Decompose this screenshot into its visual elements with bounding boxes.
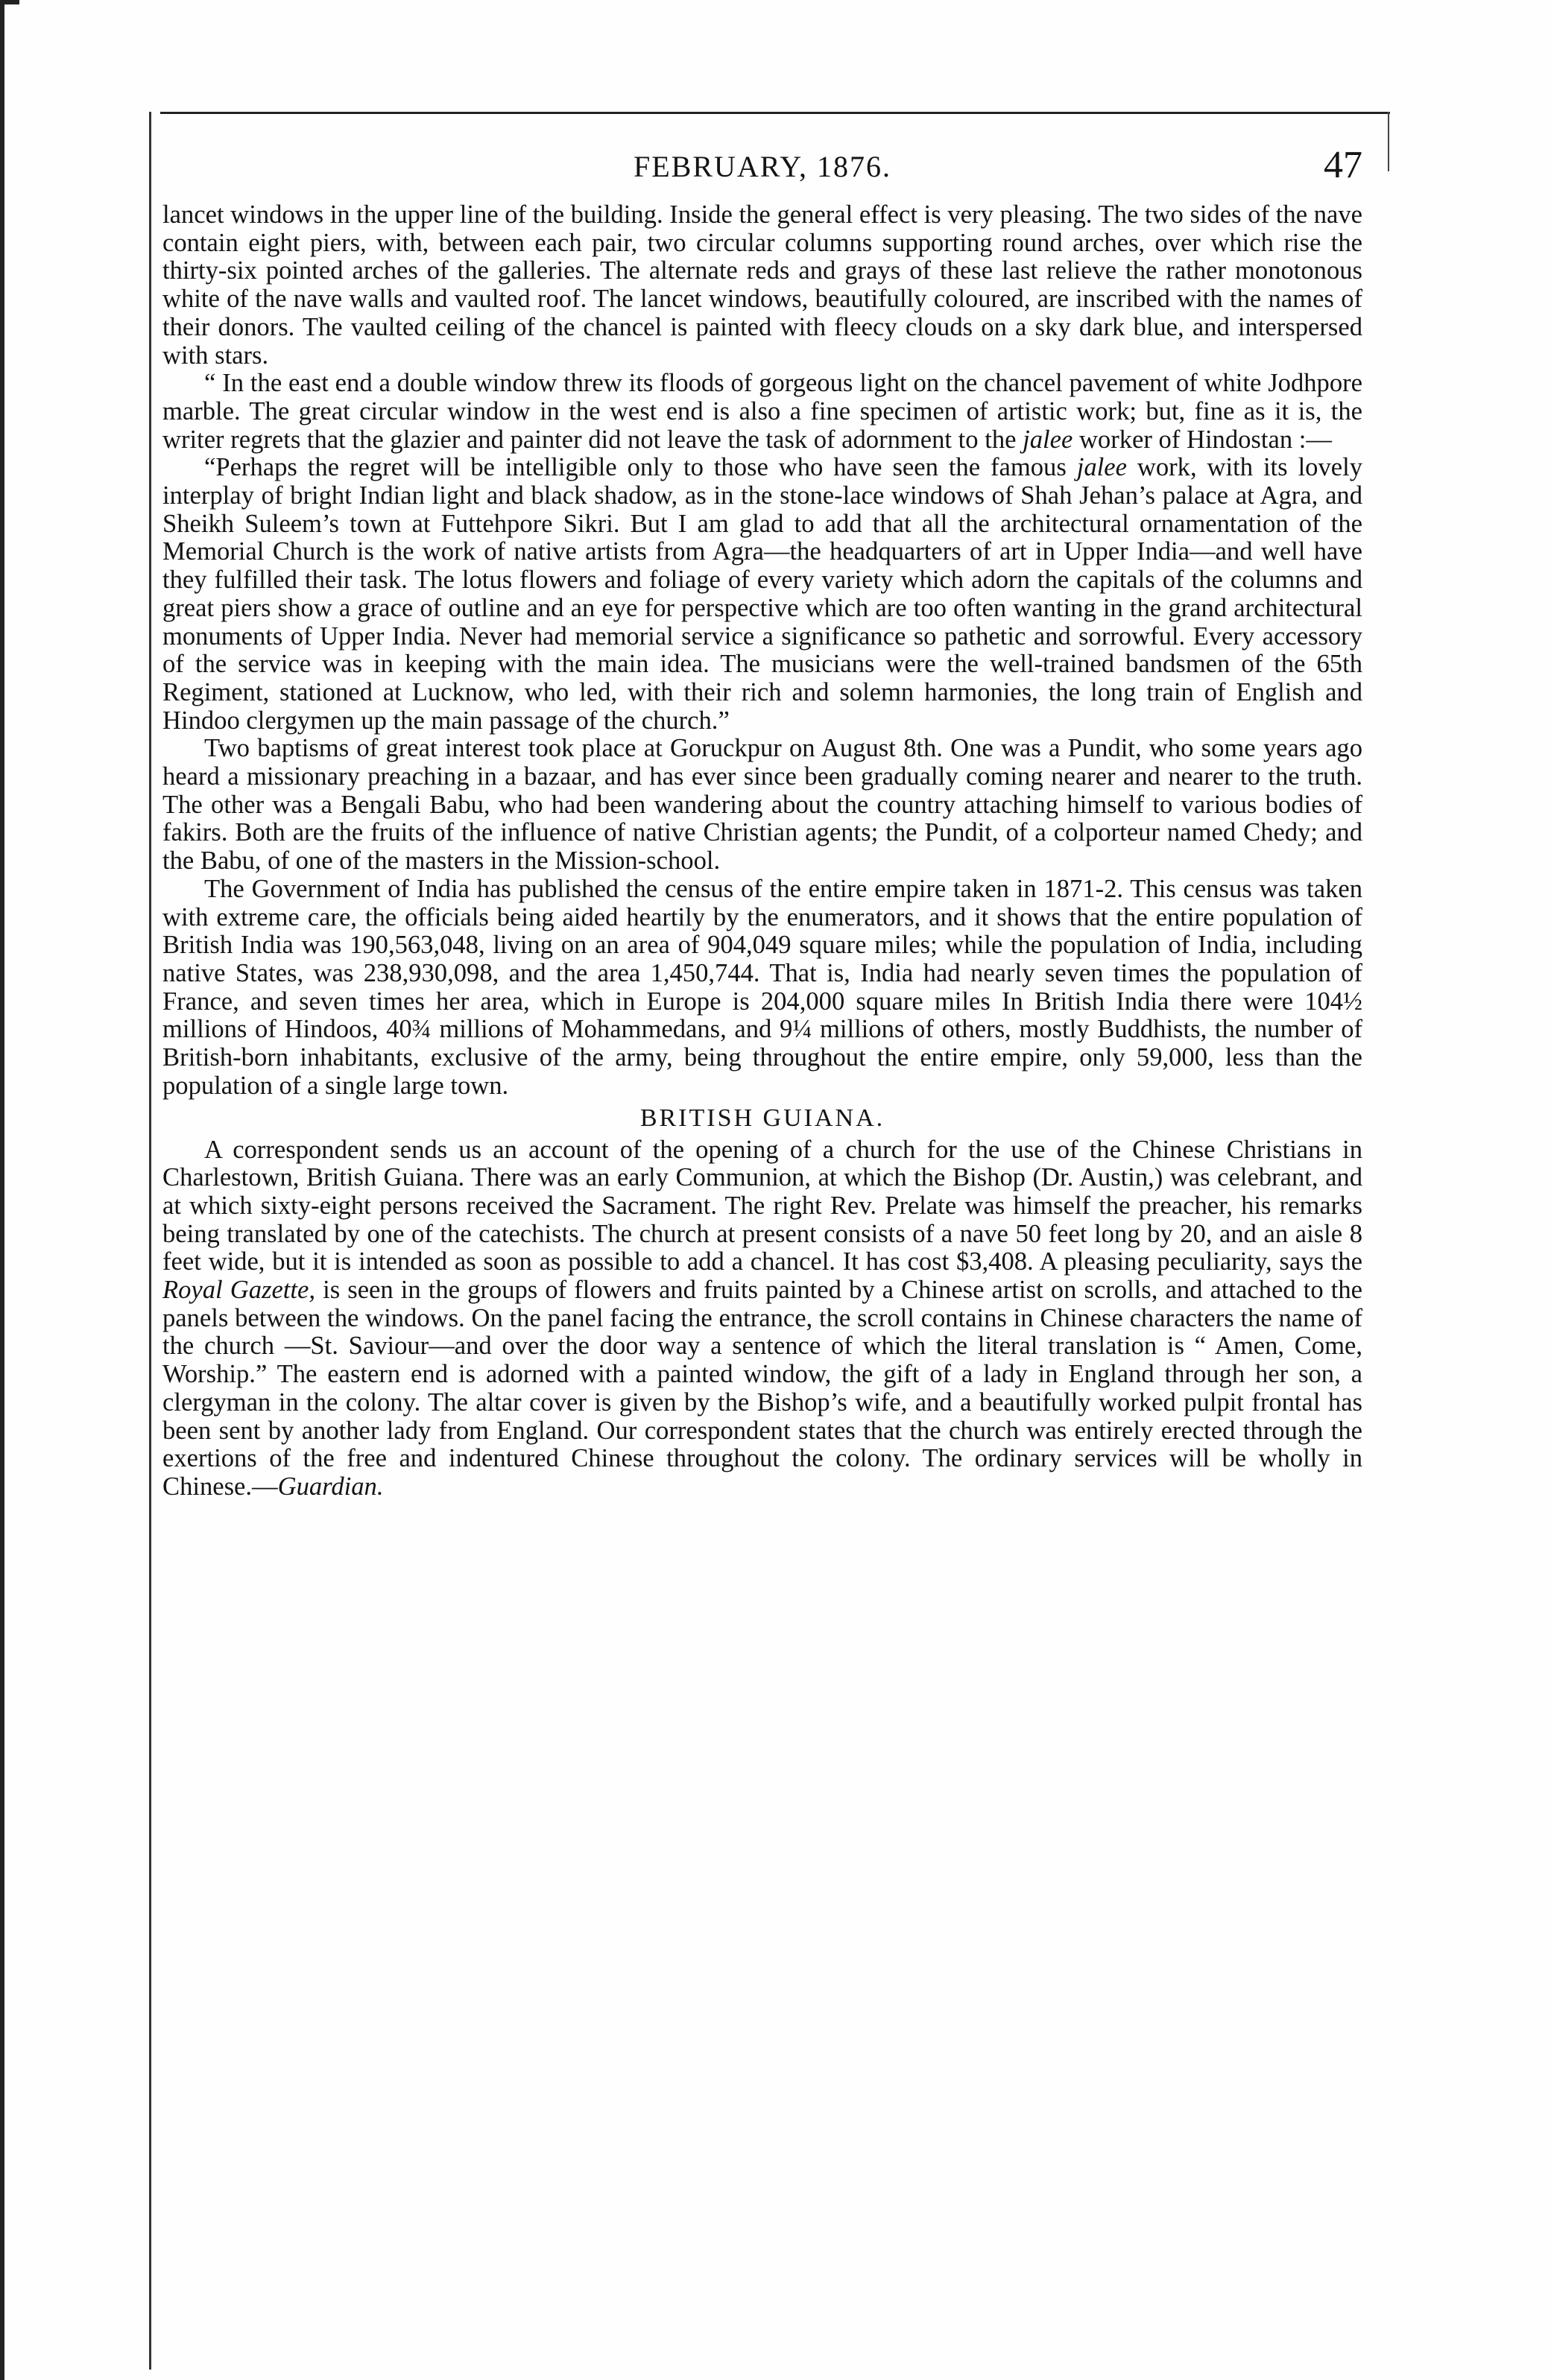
- italic-publication: Royal Gazette,: [162, 1276, 316, 1305]
- section-heading: BRITISH GUIANA.: [639, 1104, 885, 1132]
- paragraph-jalee-quote: [162, 454, 1362, 735]
- running-header: [162, 142, 1362, 201]
- left-border-rule: [149, 112, 151, 2370]
- article-body: [162, 201, 1362, 1501]
- top-border-rule: [160, 112, 1390, 114]
- paragraph-nave-description: lancet windows in the upper line of the building. Inside the general effect is very pleasing. The two sides of the nave contain eight piers, with, between each pair, two circular columns supporting round arches, over which rise the thirty-six pointed arches of the galleries. The alternate reds and grays of these last relieve the rather monotonous white of the nave walls and vaulted roof. The lancet windows, beautifully coloured, are inscribed with the names of their donors. The vaulted ceiling of the chancel is painted with fleecy clouds on a sky dark blue, and interspersed with stars.: [162, 200, 1362, 370]
- paragraph-east-window: [162, 370, 1362, 454]
- paragraph-text: “ In the east end a double window threw its floods of gorgeous light on the chancel pavement of white Jodhpore marble. The great circular window in the west end is also a fine specimen of artistic work; but, fine as it is, the writer regrets that the glazier and painter did not leave the task of adornment to the: [162, 369, 1362, 454]
- paragraph-census: The Government of India has published the census of the entire empire taken in 1871-2. This census was taken with extreme care, the officials being aided heartily by the enumerators, and it shows that the entire population of British India was 190,563,048, living on an area of 904,049 square miles; while the population of India, including native States, was 238,930,098, and the area 1,450,744. That is, India had nearly seven times the population of France, and seven times her area, which in Europe is 204,000 square miles In British India there were 104½ millions of Hindoos, 40¾ millions of Mohammedans, and 9¼ millions of others, mostly Buddhists, the number of British-born inhabitants, exclusive of the army, being throughout the entire empire, only 59,000, less than the population of a single large town.: [162, 874, 1362, 1100]
- paragraph-baptisms: Two baptisms of great interest took place at Goruckpur on August 8th. One was a Pundit, who some years ago heard a missionary preaching in a bazaar, and has ever since been gradually coming nearer and nearer to the truth. The other was a Bengali Babu, who had been wandering about the country attaching himself to various bodies of fakirs. Both are the fruits of the influence of native Christian agents; the Pundit, of a colporteur named Chedy; and the Babu, of one of the masters in the Mission-school.: [162, 734, 1362, 876]
- paragraph-text: worker of Hindostan :—: [1073, 425, 1332, 454]
- page-corner-mark: [0, 0, 19, 4]
- source-citation: Guardian.: [277, 1472, 384, 1501]
- paragraph-guiana-church: [162, 1136, 1362, 1501]
- document-page: [162, 142, 1362, 1501]
- page-number: 47: [1324, 144, 1362, 186]
- right-border-rule: [1388, 112, 1389, 171]
- paragraph-text: work, with its lovely interplay of bright Indian light and black shadow, as in the stone-lace windows of Shah Jehan’s palace at Agra, and Sheikh Suleem’s town at Futtehpore Sikri. But I am glad to add that all the architectural ornamentation of the Memorial Church is the work of native artists from Agra—the headquarters of art in Upper India—and well have they fulfilled their task. The lotus flowers and foliage of every variety which adorn the capitals of the columns and great piers show a grace of outline and an eye for perspective which are too often wanting in the grand architectural monuments of Upper India. Never had memorial service a significance so pathetic and sorrowful. Every accessory of the service was in keeping with the main idea. The musicians were the well-trained bandsmen of the 65th Regiment, stationed at Lucknow, who led, with their rich and solemn harmonies, the long train of English and Hindoo clergymen up the main passage of the church.”: [162, 453, 1362, 735]
- italic-term: jalee: [1076, 453, 1127, 482]
- paragraph-text: “Perhaps the regret will be intelligible only to those who have seen the famous: [204, 453, 1077, 482]
- running-title: FEBRUARY, 1876.: [633, 150, 891, 183]
- italic-term: jalee: [1023, 425, 1073, 454]
- paragraph-text: A correspondent sends us an account of the opening of a church for the use of the Chinese Christians in Charlestown, British Guiana. There was an early Communion, at which the Bishop (Dr. Austin,) was celebrant, and at which sixty-eight persons received the Sacrament. The right Rev. Prelate was himself the preacher, his remarks being translated by one of the catechists. The church at present consists of a nave 50 feet long by 20, and an aisle 8 feet wide, but it is intended as soon as possible to add a chancel. It has cost $3,408. A pleasing peculiarity, says the: [162, 1135, 1362, 1276]
- paragraph-text: is seen in the groups of flowers and fruits painted by a Chinese artist on scrolls, and attached to the panels between the windows. On the panel facing the entrance, the scroll contains in Chinese characters the name of the church —St. Saviour—and over the door way a sentence of which the literal translation is “ Amen, Come, Worship.” The eastern end is adorned with a painted window, the gift of a lady in England through her son, a clergyman in the colony. The altar cover is given by the Bishop’s wife, and a beautifully worked pulpit frontal has been sent by another lady from England. Our correspondent states that the church was entirely erected through the exertions of the free and indentured Chinese throughout the colony. The ordinary services will be wholly in Chinese.—: [162, 1276, 1362, 1501]
- page-edge-shadow: [0, 0, 4, 2380]
